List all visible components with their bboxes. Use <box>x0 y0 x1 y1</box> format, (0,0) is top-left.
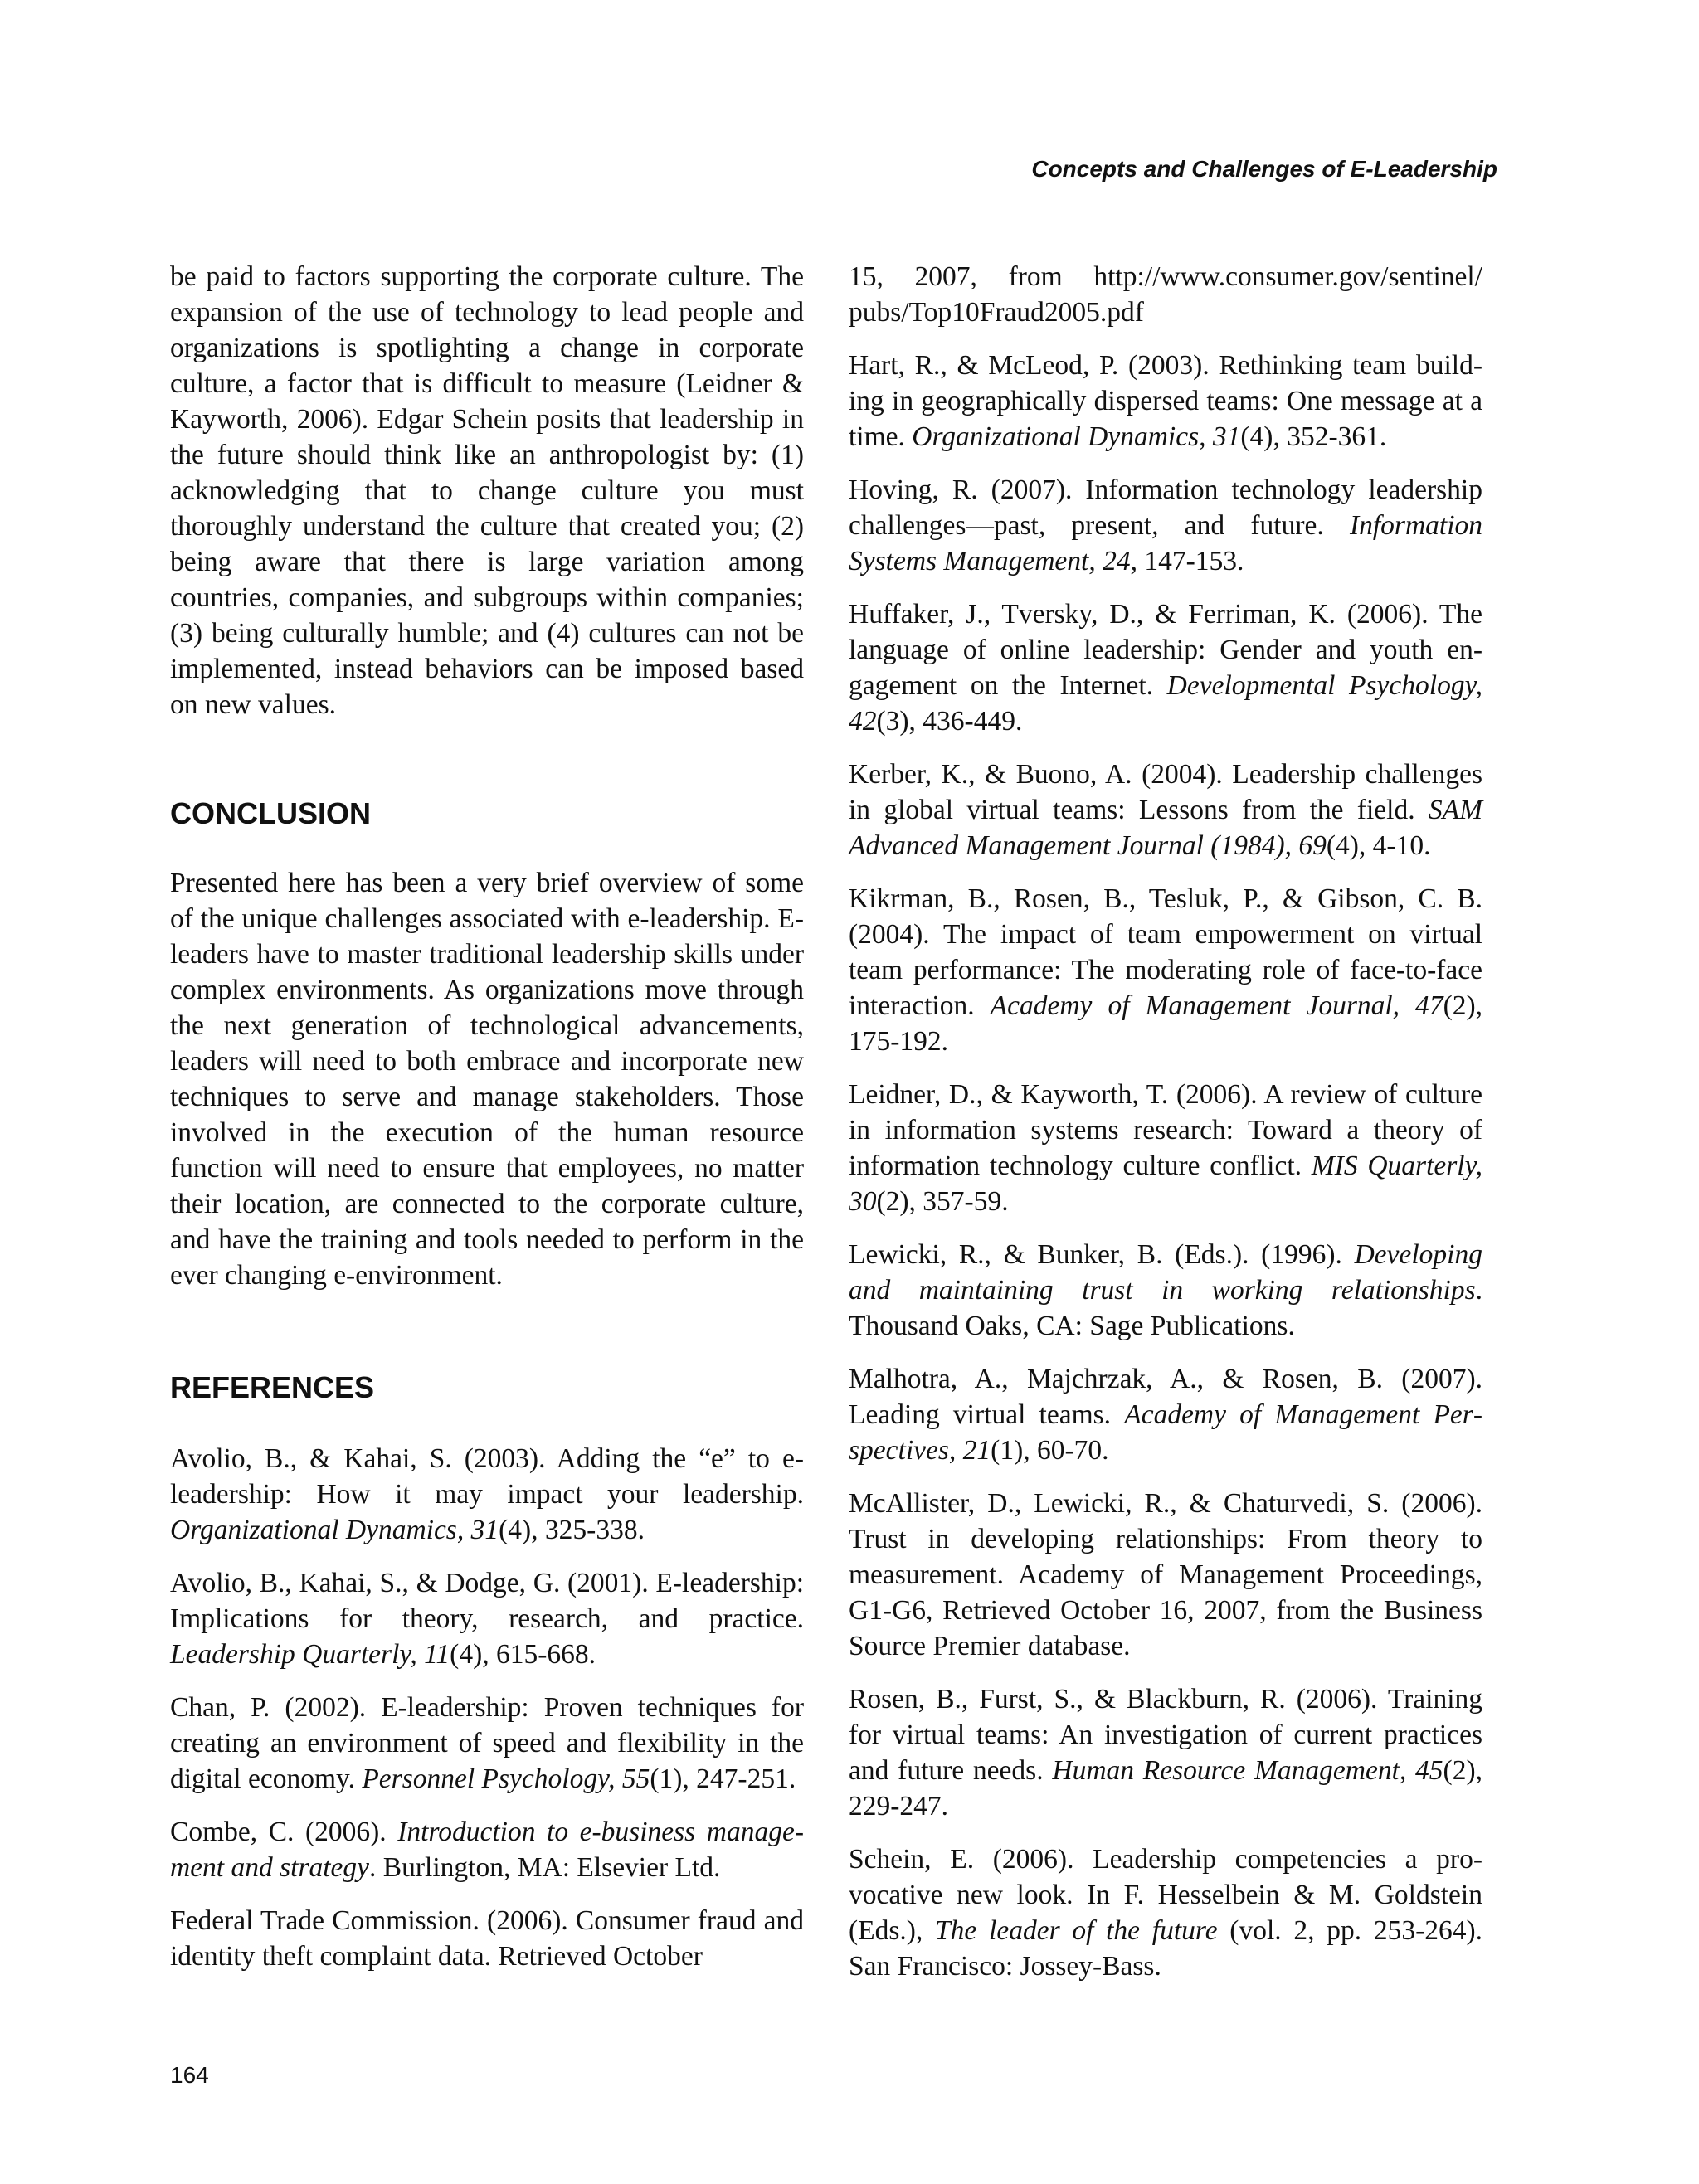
reference-kerber-2004: Kerber, K., & Buono, A. (2004). Leadership challenges in global virtual teams: Lessons from the field. SAM Advanced Management Journal (1984), 69(4), 4-10. <box>849 759 1482 861</box>
right-column <box>849 259 1482 2002</box>
intro-paragraph: be paid to factors supporting the corporate culture. The expansion of the use of technology to lead people and organizations is spotlighting a change in corporate culture, a factor that is difficult to measure (Leidner & Kayworth, 2006). Edgar Schein posits that leadership in the future should think like an anthropologist by: (1) acknowledging that to change culture you must thoroughly understand the culture that created you; (2) being aware that there is large variation among countries, companies, and subgroups within companies; (3) being culturally humble; and (4) cultures can not be implemented, instead behaviors can be imposed based on new values. <box>170 261 804 720</box>
reference-combe-2006: Combe, C. (2006). Introduction to e-business management and strategy. Burlington, MA: Elsevier Ltd. <box>170 1817 804 1883</box>
left-column <box>170 259 804 1992</box>
reference-hart-2003: Hart, R., & McLeod, P. (2003). Rethinking team building in geographically dispersed teams: One message at a time. Organizational Dynamics, 31(4), 352-361. <box>849 350 1482 452</box>
reference-schein-2006: Schein, E. (2006). Leadership competencies a provocative new look. In F. Hesselbein & M. Goldstein (Eds.), The leader of the future (vol. 2, pp. 253-264). San Francisco: Jossey-Bass. <box>849 1844 1483 1982</box>
page-number: 164 <box>170 2062 209 2088</box>
reference-avolio-2001: Avolio, B., Kahai, S., & Dodge, G. (2001). E-leadership: Implications for theory, research, and practice. Leadership Quarterly, 11(4), 615-668. <box>170 1568 804 1670</box>
conclusion-paragraph: Presented here has been a very brief overview of some of the unique challenges associated with e-leadership. E-leaders have to master traditional leadership skills under complex environments. As organizations move through the next generation of technological advancements, leaders will need to both embrace and incorporate new techniques to serve and manage stakeholders. Those involved in the execution of the human resource function will need to ensure that employees, no matter their location, are connected to the corporate culture, and have the training and tools needed to perform in the ever changing e-environment. <box>170 868 804 1291</box>
reference-huffaker-2006: Huffaker, J., Tversky, D., & Ferriman, K. (2006). The language of online leadership: Gender and youth engagement on the Internet. Developmental Psychology, 42(3), 436-449. <box>849 599 1482 737</box>
reference-avolio-2003: Avolio, B., & Kahai, S. (2003). Adding the “e” to e-leadership: How it may impact your leadership. Organizational Dynamics, 31(4), 325-338. <box>170 1443 804 1545</box>
references-heading: REFERENCES <box>170 1370 375 1404</box>
reference-hoving-2007: Hoving, R. (2007). Information technology leadership challenges—past, present, and future. Information Systems Management, 24, 147-153. <box>849 474 1482 576</box>
reference-rosen-2006: Rosen, B., Furst, S., & Blackburn, R. (2006). Training for virtual teams: An investigation of current practices and future needs. Human Resource Management, 45(2), 229-247. <box>849 1684 1482 1822</box>
reference-ftc-2006-part2: 15, 2007, from http://www.consumer.gov/sentinel/ pubs/Top10Fraud2005.pdf <box>849 261 1482 328</box>
running-title: Concepts and Challenges of E-Leadership <box>1031 156 1497 182</box>
reference-lewicki-1996: Lewicki, R., & Bunker, B. (Eds.). (1996). Developing and maintaining trust in working relationships. Thousand Oaks, CA: Sage Publications. <box>849 1239 1482 1341</box>
reference-chan-2002: Chan, P. (2002). E-leadership: Proven techniques for creating an environment of speed and flexibility in the digital economy. Personnel Psychology, 55(1), 247-251. <box>170 1692 804 1794</box>
reference-mcallister-2006: McAllister, D., Lewicki, R., & Chaturvedi, S. (2006). Trust in developing relationships: From theory to measurement. Academy of Management Proceedings, G1-G6, Retrieved October 16, 2007, from the Business Source Premier database. <box>849 1488 1482 1661</box>
reference-ftc-2006-part1: Federal Trade Commission. (2006). Consumer fraud and identity theft complaint data. Retrieved October <box>170 1905 804 1972</box>
conclusion-heading: CONCLUSION <box>170 796 371 830</box>
reference-malhotra-2007: Malhotra, A., Majchrzak, A., & Rosen, B. (2007). Leading virtual teams. Academy of Management Perspectives, 21(1), 60-70. <box>849 1364 1482 1466</box>
reference-leidner-2006: Leidner, D., & Kayworth, T. (2006). A review of culture in information systems research: Toward a theory of information technology culture conflict. MIS Quarterly, 30(2), 357-59. <box>849 1079 1482 1217</box>
reference-kikrman-2004: Kikrman, B., Rosen, B., Tesluk, P., & Gibson, C. B. (2004). The impact of team empowerment on virtual team performance: The moderating role of face-to-face interaction. Academy of Management Journal, 47(2), 175-192. <box>849 883 1482 1057</box>
